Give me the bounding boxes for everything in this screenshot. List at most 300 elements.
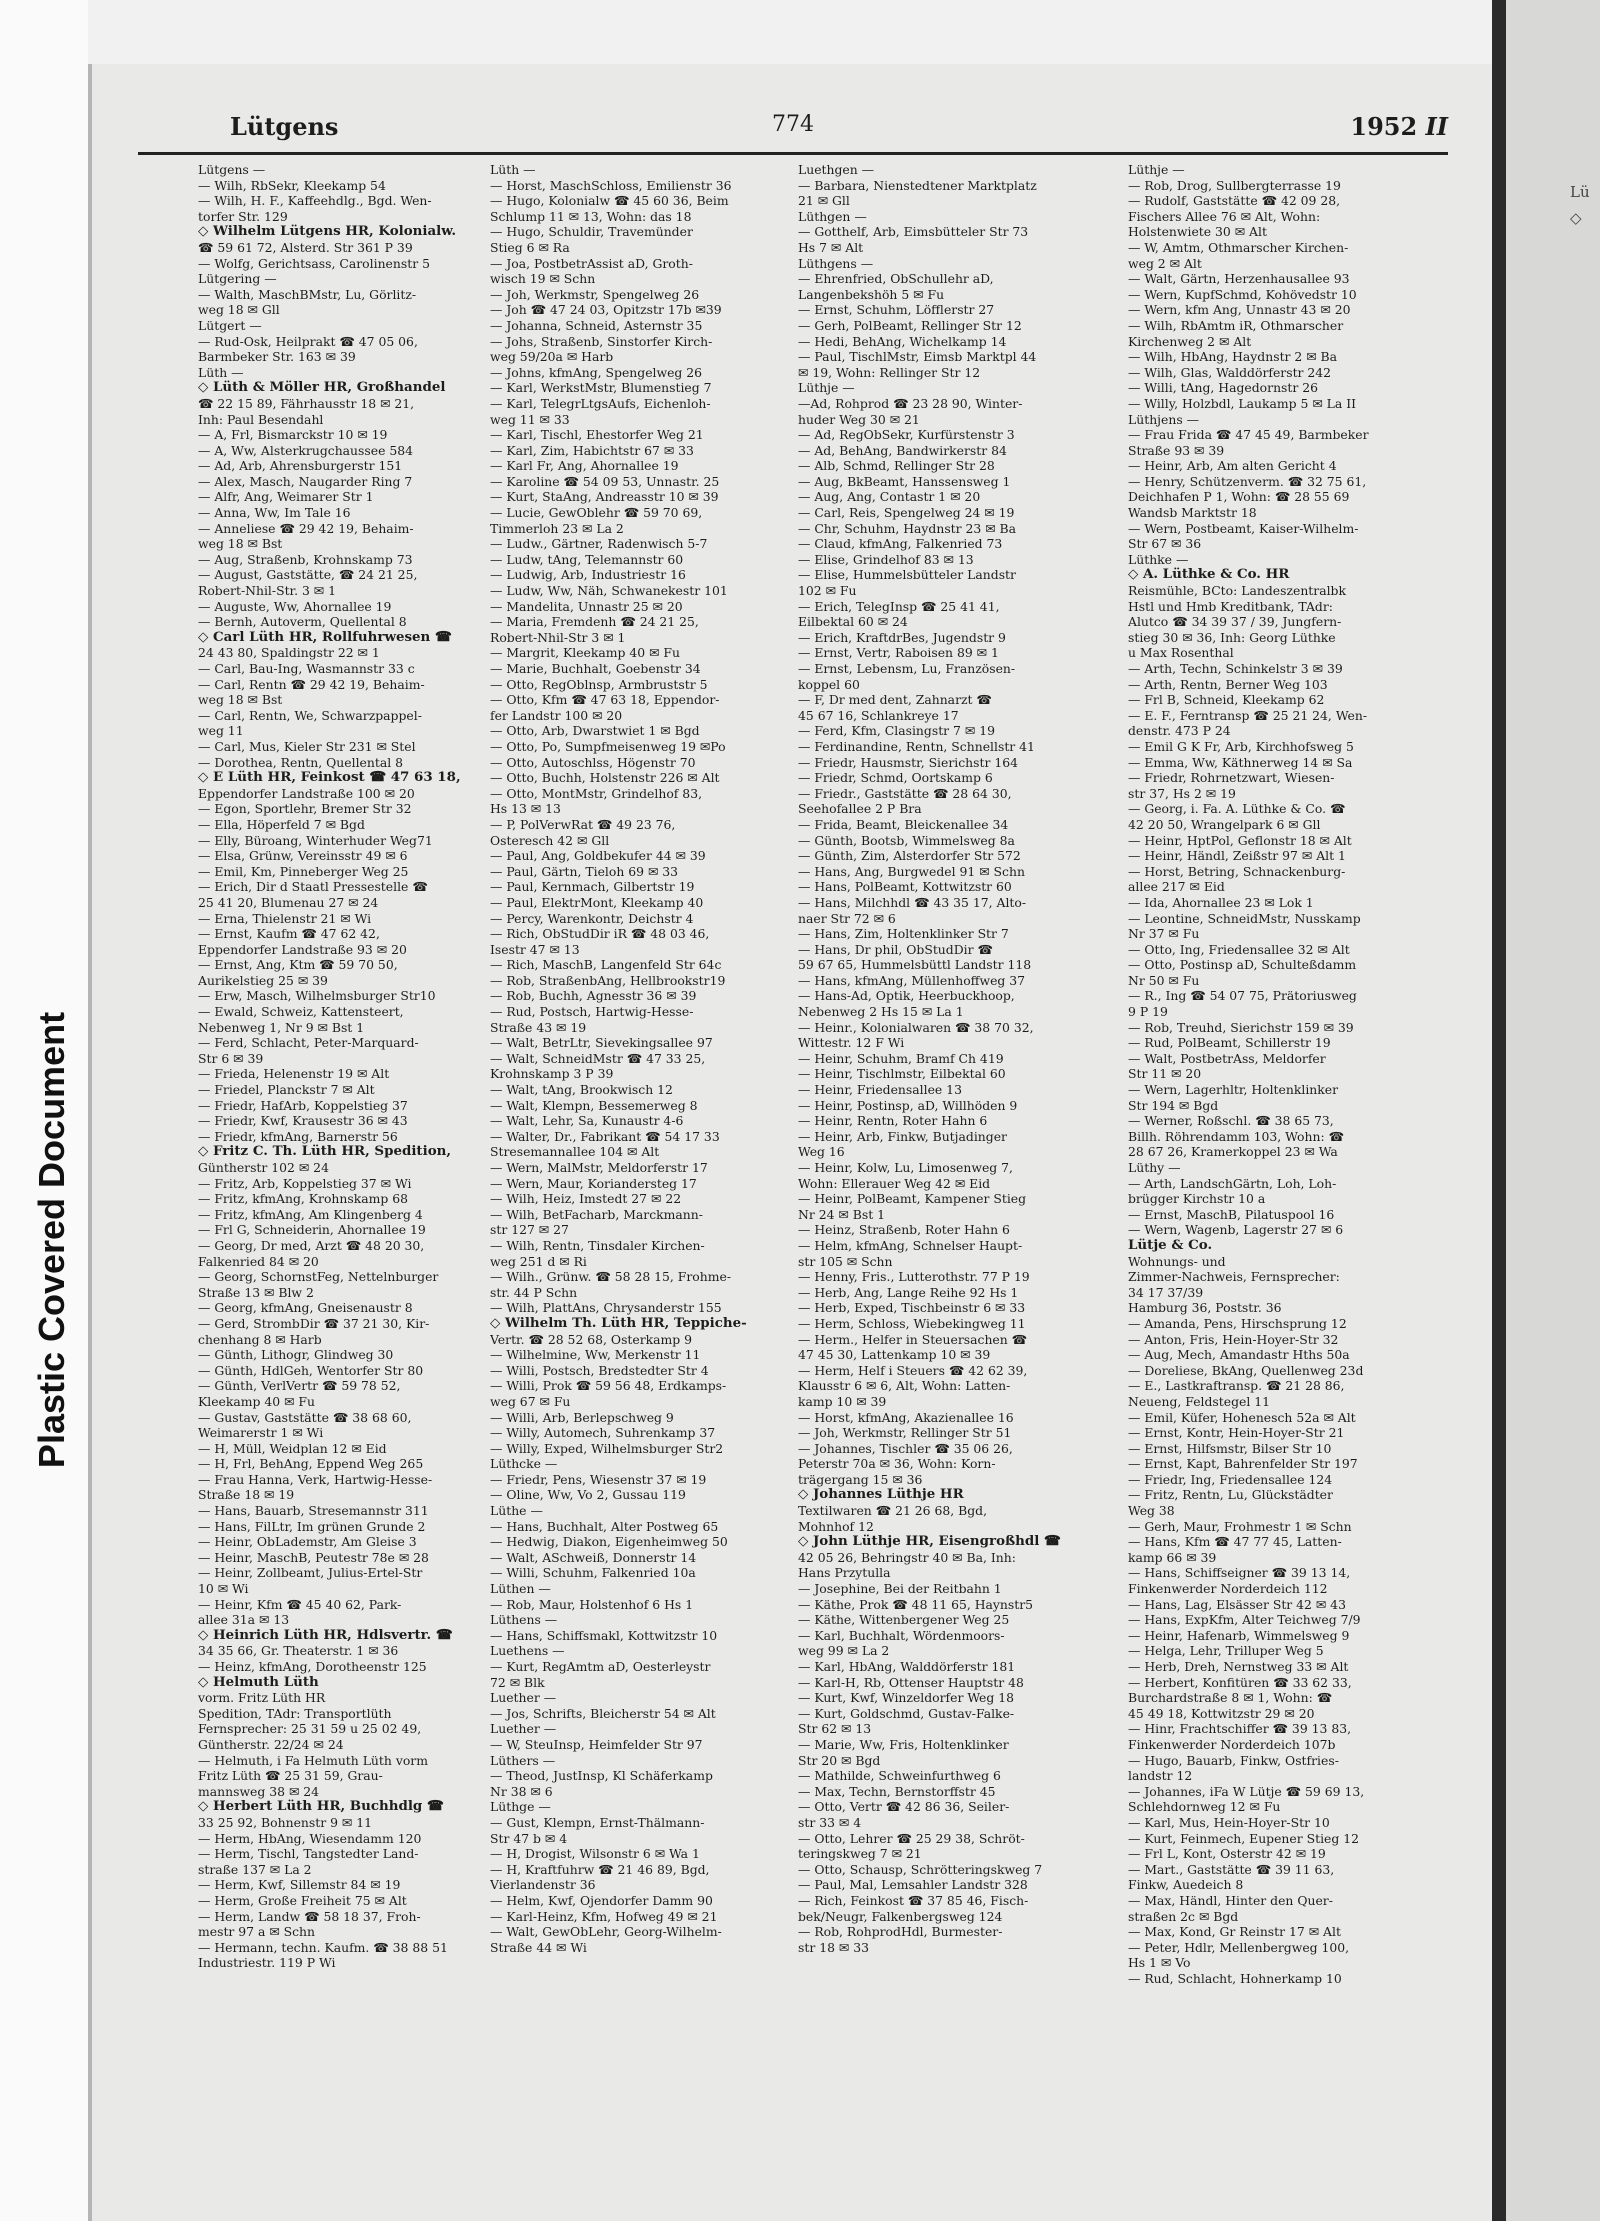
directory-entry-line: — Walt, Lehr, Sa, Kunaustr 4-6 <box>490 1113 684 1129</box>
directory-entry-line: — Aug, Mech, Amandastr Hths 50a <box>1128 1347 1350 1363</box>
directory-entry-line: 25 41 20, Blumenau 27 ✉ 24 <box>198 894 379 910</box>
directory-entry-line: — Hans, Schiffsmakl, Kottwitzstr 10 <box>490 1627 718 1643</box>
directory-entry-line: Krohnskamp 3 P 39 <box>490 1066 614 1082</box>
directory-entry-line: ✉ 19, Wohn: Rellinger Str 12 <box>798 364 981 380</box>
directory-entry-line: Seehofallee 2 P Bra <box>798 801 922 817</box>
directory-entry-line: Klausstr 6 ✉ 6, Alt, Wohn: Latten- <box>798 1378 1011 1394</box>
directory-entry-line: — Wilh, PlattAns, Chrysanderstr 155 <box>490 1300 722 1316</box>
directory-entry-line: allee 31a ✉ 13 <box>198 1612 290 1628</box>
directory-entry-line: Industriestr. 119 P Wi <box>198 1955 336 1971</box>
directory-entry-line: u Max Rosenthal <box>1128 645 1234 661</box>
directory-entry-line: Hamburg 36, Poststr. 36 <box>1128 1300 1282 1316</box>
directory-entry-line: — Erich, KraftdrBes, Jugendstr 9 <box>798 629 1006 645</box>
page-number: 774 <box>772 112 814 137</box>
directory-entry-line: Schlehdornweg 12 ✉ Fu <box>1128 1799 1281 1815</box>
directory-entry-line: — Elly, Büroang, Winterhuder Weg71 <box>198 832 433 848</box>
directory-entry-line: Straße 43 ✉ 19 <box>490 1019 587 1035</box>
directory-entry-line: Lüthens — <box>490 1612 558 1628</box>
directory-entry-line: — Heinr, Kolw, Lu, Limosenweg 7, <box>798 1160 1013 1175</box>
directory-entry-line: — Heinr, Postinsp, aD, Willhöden 9 <box>798 1097 1018 1113</box>
directory-entry-line: allee 217 ✉ Eid <box>1128 879 1225 895</box>
directory-entry-line: Lüthgens — <box>798 255 874 271</box>
directory-entry-line: — Elsa, Grünw, Vereinsstr 49 ✉ 6 <box>198 848 408 864</box>
directory-entry-line: — Karoline ☎ 54 09 53, Unnastr. 25 <box>490 473 720 489</box>
directory-entry-line: — Ella, Höperfeld 7 ✉ Bgd <box>198 816 365 832</box>
directory-entry-line: — Karl, Buchhalt, Wördenmoors- <box>798 1627 1005 1643</box>
right-page-edge <box>1492 0 1600 2221</box>
directory-entry-line: — Otto, Schausp, Schrötteringskweg 7 <box>798 1861 1043 1877</box>
directory-entry-line: — Joh ☎ 47 24 03, Opitzstr 17b ✉39 <box>490 302 722 318</box>
directory-entry-line: — Herb, Exped, Tischbeinstr 6 ✉ 33 <box>798 1300 1026 1316</box>
directory-entry-line: — Alfr, Ang, Weimarer Str 1 <box>198 489 374 505</box>
directory-entry-line: Stieg 6 ✉ Ra <box>490 239 570 255</box>
directory-entry-line: — Willy, Automech, Suhrenkamp 37 <box>490 1425 716 1441</box>
directory-entry-line: — Günth, Bootsb, Wimmelsweg 8a <box>798 832 1015 848</box>
directory-entry-line: mestr 97 a ✉ Schn <box>198 1924 316 1940</box>
directory-entry-line: weg 67 ✉ Fu <box>490 1393 571 1409</box>
directory-entry-line: — Anton, Fris, Hein-Hoyer-Str 32 <box>1128 1331 1339 1347</box>
directory-entry-line: — Otto, Ing, Friedensallee 32 ✉ Alt <box>1128 941 1350 957</box>
directory-entry-line: — Karl Fr, Ang, Ahornallee 19 <box>490 458 679 474</box>
directory-entry-line: — Hans, PolBeamt, Kottwitzstr 60 <box>798 879 1012 895</box>
directory-entry-line: 33 25 92, Bohnenstr 9 ✉ 11 <box>198 1814 373 1830</box>
directory-entry-line: — Arth, Techn, Schinkelstr 3 ✉ 39 <box>1128 661 1343 676</box>
directory-entry-line: — Otto, Autoschlss, Högenstr 70 <box>490 754 696 770</box>
directory-entry-line: — Mart., Gaststätte ☎ 39 11 63, <box>1128 1861 1335 1877</box>
directory-entry-line: — Aug, Ang, Contastr 1 ✉ 20 <box>798 489 981 505</box>
directory-entry-line: Wittestr. 12 F Wi <box>798 1035 905 1051</box>
directory-entry-line: — Georg, kfmAng, Gneisenaustr 8 <box>198 1300 413 1316</box>
header-year <box>1350 112 1448 141</box>
directory-entry-line: — Joh, Werkmstr, Spengelweg 26 <box>490 286 700 302</box>
directory-entry-line: — Hans, Zim, Holtenklinker Str 7 <box>798 926 1009 942</box>
directory-entry-line: — Walt, GewObLehr, Georg-Wilhelm- <box>490 1924 722 1940</box>
directory-entry-line: Finkenwerder Norderdeich 112 <box>1128 1581 1328 1597</box>
directory-entry-line: — Hinr, Frachtschiffer ☎ 39 13 83, <box>1128 1721 1352 1737</box>
directory-entry-line: — Johannes, Tischler ☎ 35 06 26, <box>798 1440 1013 1456</box>
directory-entry-line: Lütgens — <box>198 162 266 177</box>
directory-entry-line: Robert-Nhil-Str. 3 ✉ 1 <box>198 583 337 599</box>
directory-entry-line: Straße 13 ✉ Blw 2 <box>198 1284 314 1300</box>
directory-entry-line: — Friedr, HafArb, Koppelstieg 37 <box>198 1097 408 1113</box>
directory-entry-line: — Ernst, Kapt, Bahrenfelder Str 197 <box>1128 1456 1358 1472</box>
directory-entry-line: — H, Frl, BehAng, Eppend Weg 265 <box>198 1456 424 1472</box>
directory-entry-line: — Otto, RegOblnsp, Armbruststr 5 <box>490 676 708 692</box>
directory-entry-line: stieg 30 ✉ 36, Inh: Georg Lüthke <box>1128 629 1336 645</box>
directory-entry-line: — Werner, Roßschl. ☎ 38 65 73, <box>1128 1113 1334 1129</box>
directory-entry-line: — Heinr, Arb, Finkw, Butjadinger <box>798 1128 1007 1144</box>
directory-entry-line: — Herbert, Konfitüren ☎ 33 62 33, <box>1128 1674 1352 1690</box>
directory-entry-line: — Ludwig, Arb, Industriestr 16 <box>490 567 686 583</box>
directory-entry-line: weg 2 ✉ Alt <box>1128 255 1202 271</box>
directory-entry-line: Weg 16 <box>798 1144 845 1160</box>
directory-entry-line: — Herm, Kwf, Sillemstr 84 ✉ 19 <box>198 1877 401 1893</box>
directory-entry-line: — Barbara, Nienstedtener Marktplatz <box>798 177 1037 193</box>
directory-entry-line: Hs 13 ✉ 13 <box>490 801 561 817</box>
directory-entry-line: str. 44 P Schn <box>490 1284 578 1300</box>
directory-entry-line: Hs 1 ✉ Vo <box>1128 1955 1191 1971</box>
directory-entry-line: str 127 ✉ 27 <box>490 1222 569 1238</box>
directory-entry-line: — Rich, ObStudDir iR ☎ 48 03 46, <box>490 926 710 942</box>
directory-entry-line: — Frau Frida ☎ 47 45 49, Barmbeker <box>1128 427 1369 443</box>
directory-entry-line: — Wilhelmine, Ww, Merkenstr 11 <box>490 1347 701 1363</box>
directory-entry-line: ◇ E Lüth HR, Feinkost ☎ 47 63 18, <box>198 770 461 786</box>
directory-entry-line: — Rud, Schlacht, Hohnerkamp 10 <box>1128 1970 1342 1986</box>
header-name: Lütgens <box>230 112 339 141</box>
directory-entry-line: vorm. Fritz Lüth HR <box>198 1690 326 1706</box>
right-margin-line: ◇ <box>1570 208 1582 227</box>
directory-entry-line: — Fritz, kfmAng, Am Klingenberg 4 <box>198 1206 423 1222</box>
directory-entry-line: Timmerloh 23 ✉ La 2 <box>490 520 624 536</box>
directory-entry-line: — Amanda, Pens, Hirschsprung 12 <box>1128 1315 1347 1331</box>
directory-entry-line: torfer Str. 129 <box>198 208 288 224</box>
directory-entry-line: — Oline, Ww, Vo 2, Gussau 119 <box>490 1487 686 1503</box>
directory-entry-line: — Carl, Reis, Spengelweg 24 ✉ 19 <box>798 505 1015 521</box>
left-margin-band <box>0 0 88 2221</box>
directory-entry-line: — Henny, Fris., Lutterothstr. 77 P 19 <box>798 1269 1030 1285</box>
directory-entry-line: Fischers Allee 76 ✉ Alt, Wohn: <box>1128 208 1321 224</box>
directory-entry-line: — Herm, Schloss, Wiebekingweg 11 <box>798 1315 1026 1331</box>
directory-entry-line: str 105 ✉ Schn <box>798 1253 893 1269</box>
directory-entry-line: — Doreliese, BkAng, Quellenweg 23d <box>1128 1362 1364 1378</box>
directory-entry-line: — Wern, kfm Ang, Unnastr 43 ✉ 20 <box>1128 302 1351 318</box>
directory-entry-line: — Otto, Arb, Dwarstwiet 1 ✉ Bgd <box>490 723 700 739</box>
directory-entry-line: Vertr. ☎ 28 52 68, Osterkamp 9 <box>490 1331 693 1347</box>
directory-entry-line: — Ehrenfried, ObSchullehr aD, <box>798 271 994 287</box>
directory-entry-line: Str 194 ✉ Bgd <box>1128 1097 1219 1113</box>
directory-entry-line: — E., Lastkraftransp. ☎ 21 28 86, <box>1128 1378 1345 1394</box>
directory-entry-line: — Hedi, BehAng, Wichelkamp 14 <box>798 333 1007 349</box>
directory-entry-line: denstr. 473 P 24 <box>1128 723 1231 739</box>
directory-entry-line: Nr 24 ✉ Bst 1 <box>798 1206 885 1222</box>
directory-entry-line: — Margrit, Kleekamp 40 ✉ Fu <box>490 645 681 661</box>
directory-entry-line: Str 62 ✉ 13 <box>798 1721 872 1737</box>
directory-entry-line: — Karl, WerkstMstr, Blumenstieg 7 <box>490 380 712 396</box>
directory-entry-line: Robert-Nhil-Str 3 ✉ 1 <box>490 629 626 645</box>
directory-entry-line: — Heinr, ObLademstr, Am Gleise 3 <box>198 1534 417 1550</box>
directory-entry-line: — Ferd, Kfm, Clasingstr 7 ✉ 19 <box>798 723 995 739</box>
directory-entry-line: — Maria, Fremdenh ☎ 24 21 25, <box>490 614 699 630</box>
directory-entry-line: — Friedr, Kwf, Krausestr 36 ✉ 43 <box>198 1113 408 1129</box>
directory-entry-line: — Karl, Tischl, Ehestorfer Weg 21 <box>490 427 704 443</box>
directory-entry-line: — Erna, Thielenstr 21 ✉ Wi <box>198 910 372 926</box>
directory-entry-line: Reismühle, BCto: Landeszentralbk <box>1128 583 1346 599</box>
directory-column-4 <box>1128 162 1430 1986</box>
directory-entry-line: — Ernst, Lebensm, Lu, Französen- <box>798 661 1016 676</box>
directory-entry-line: Eppendorfer Landstraße 93 ✉ 20 <box>198 941 407 957</box>
directory-entry-line: — Friedr, Pens, Wiesenstr 37 ✉ 19 <box>490 1471 707 1487</box>
directory-entry-line: 102 ✉ Fu <box>798 583 857 599</box>
binding-shadow <box>1492 0 1506 2221</box>
directory-entry-line: ◇ Wilhelm Th. Lüth HR, Teppiche- <box>490 1315 747 1331</box>
directory-entry-line: Finkw, Auedeich 8 <box>1128 1877 1244 1893</box>
directory-entry-line: — Emil, Küfer, Hohenesch 52a ✉ Alt <box>1128 1409 1356 1425</box>
directory-entry-line: — Emil, Km, Pinneberger Weg 25 <box>198 863 409 879</box>
directory-entry-line: Lüthy — <box>1128 1160 1181 1175</box>
directory-entry-line: — Friedr, Schmd, Oortskamp 6 <box>798 770 993 786</box>
directory-entry-line: 9 P 19 <box>1128 1004 1168 1020</box>
directory-entry-line: Straße 18 ✉ 19 <box>198 1487 295 1503</box>
directory-entry-line: Holstenwiete 30 ✉ Alt <box>1128 224 1267 240</box>
directory-entry-line: — Hugo, Bauarb, Finkw, Ostfries- <box>1128 1752 1339 1768</box>
directory-entry-line: — Horst, MaschSchloss, Emilienstr 36 <box>490 177 732 193</box>
directory-entry-line: — Walt, tAng, Brookwisch 12 <box>490 1082 673 1098</box>
directory-entry-line: — Aug, BkBeamt, Hanssensweg 1 <box>798 473 1011 489</box>
directory-entry-line: — Herm, Landw ☎ 58 18 37, Froh- <box>198 1908 421 1924</box>
directory-entry-line: huder Weg 30 ✉ 21 <box>798 411 920 427</box>
directory-entry-line: Straße 93 ✉ 39 <box>1128 442 1225 458</box>
directory-entry-line: wisch 19 ✉ Schn <box>490 271 596 287</box>
directory-entry-line: — Gerh, PolBeamt, Rellinger Str 12 <box>798 317 1022 333</box>
directory-entry-line: — Karl-Heinz, Kfm, Hofweg 49 ✉ 21 <box>490 1908 718 1924</box>
directory-entry-line: Lüthge — <box>490 1799 551 1815</box>
directory-entry-line: Schlump 11 ✉ 13, Wohn: das 18 <box>490 208 692 224</box>
directory-entry-line: — Wilh, BetFacharb, Marckmann- <box>490 1206 703 1222</box>
directory-entry-line: — Hans, Dr phil, ObStudDir ☎ <box>798 941 993 957</box>
directory-entry-line: — Walt, SchneidMstr ☎ 47 33 25, <box>490 1050 706 1066</box>
directory-entry-line: Inh: Paul Besendahl <box>198 411 324 427</box>
directory-entry-line: Nr 38 ✉ 6 <box>490 1783 553 1799</box>
directory-entry-line: Str 20 ✉ Bgd <box>798 1752 881 1768</box>
directory-entry-line: — Mathilde, Schweinfurthweg 6 <box>798 1768 1001 1784</box>
directory-entry-line: ◇ Carl Lüth HR, Rollfuhrwesen ☎ <box>198 629 452 645</box>
directory-entry-line: — Willy, Holzbdl, Laukamp 5 ✉ La II <box>1128 395 1357 411</box>
directory-entry-line: 59 67 65, Hummelsbüttl Landstr 118 <box>798 957 1032 973</box>
directory-entry-line: — Ida, Ahornallee 23 ✉ Lok 1 <box>1128 894 1314 910</box>
directory-entry-line: — Kurt, Kwf, Winzeldorfer Weg 18 <box>798 1690 1015 1706</box>
directory-entry-line: — Joh, Werkmstr, Rellinger Str 51 <box>798 1425 1012 1441</box>
directory-column-1 <box>198 162 500 1971</box>
directory-entry-line: — Bernh, Autoverm, Quellental 8 <box>198 614 407 630</box>
directory-entry-line: naer Str 72 ✉ 6 <box>798 910 896 926</box>
directory-entry-line: Güntherstr. 22/24 ✉ 24 <box>198 1736 344 1752</box>
directory-entry-line: — Gotthelf, Arb, Eimsbütteler Str 73 <box>798 224 1029 240</box>
directory-entry-line: Wohnungs- und <box>1128 1253 1226 1269</box>
directory-entry-line: Luethens — <box>490 1643 565 1659</box>
directory-entry-line: — Elise, Hummelsbütteler Landstr <box>798 567 1016 583</box>
directory-entry-line: Neueng, Feldstegel 11 <box>1128 1393 1271 1409</box>
directory-entry-line: Lüthjens — <box>1128 411 1200 427</box>
directory-entry-line: — Theod, JustInsp, Kl Schäferkamp <box>490 1768 713 1784</box>
directory-entry-line: Lüthcke — <box>490 1456 558 1472</box>
directory-entry-line: Lüthgen — <box>798 208 867 224</box>
directory-entry-line: Lüth — <box>198 364 244 380</box>
directory-entry-line: — Erich, Dir d Staatl Pressestelle ☎ <box>198 879 428 895</box>
directory-entry-line: — Paul, TischlMstr, Eimsb Marktpl 44 <box>798 349 1037 365</box>
directory-entry-line: Lüthe — <box>490 1503 543 1519</box>
directory-entry-line: — Marie, Ww, Fris, Holtenklinker <box>798 1736 1009 1752</box>
directory-entry-line: — Willi, Arb, Berlepschweg 9 <box>490 1409 674 1425</box>
directory-entry-line: — Hugo, Kolonialw ☎ 45 60 36, Beim <box>490 193 729 209</box>
directory-entry-line: — Elise, Grindelhof 83 ✉ 13 <box>798 551 974 567</box>
directory-entry-line: — Johns, kfmAng, Spengelweg 26 <box>490 364 703 380</box>
directory-entry-line: — Friedr, kfmAng, Barnerstr 56 <box>198 1128 398 1144</box>
directory-entry-line: — Johanna, Schneid, Asternstr 35 <box>490 317 703 333</box>
directory-entry-line: — Heinr, Händl, Zeißstr 97 ✉ Alt 1 <box>1128 848 1346 864</box>
directory-entry-line: — Carl, Rentn ☎ 29 42 19, Behaim- <box>198 676 425 692</box>
right-margin-fragment <box>1570 180 1590 231</box>
directory-entry-line: Langenbekshöh 5 ✉ Fu <box>798 286 945 302</box>
directory-entry-line: ☎ 59 61 72, Alsterd. Str 361 P 39 <box>198 239 413 255</box>
directory-entry-line: — Heinr., Kolonialwaren ☎ 38 70 32, <box>798 1019 1034 1035</box>
directory-entry-line: — Arth, LandschGärtn, Loh, Loh- <box>1128 1175 1337 1191</box>
directory-entry-line: — Joa, PostbetrAssist aD, Groth- <box>490 255 693 271</box>
directory-entry-line: — Ad, RegObSekr, Kurfürstenstr 3 <box>798 427 1015 443</box>
directory-entry-line: Luethgen — <box>798 162 875 177</box>
directory-entry-line: Fernsprecher: 25 31 59 u 25 02 49, <box>198 1721 422 1737</box>
directory-entry-line: — Lucie, GewOblehr ☎ 59 70 69, <box>490 505 703 521</box>
directory-entry-line: ◇ A. Lüthke & Co. HR <box>1128 567 1290 583</box>
directory-entry-line: weg 59/20a ✉ Harb <box>490 349 614 365</box>
directory-entry-line: — Rob, Maur, Holstenhof 6 Hs 1 <box>490 1596 694 1612</box>
directory-entry-line: Mohnhof 12 <box>798 1518 874 1534</box>
directory-entry-line: weg 11 <box>198 723 244 739</box>
directory-entry-line: Lütje & Co. <box>1128 1237 1213 1253</box>
directory-entry-line: Finkenwerder Norderdeich 107b <box>1128 1736 1336 1752</box>
directory-entry-line: Lütgering — <box>198 271 277 287</box>
directory-entry-line: 72 ✉ Blk <box>490 1674 545 1690</box>
directory-entry-line: — Paul, Kernmach, Gilbertstr 19 <box>490 879 695 895</box>
directory-entry-line: Weimarerstr 1 ✉ Wi <box>198 1425 324 1441</box>
directory-entry-line: ◇ John Lüthje HR, Eisengroßhdl ☎ <box>798 1534 1061 1550</box>
directory-entry-line: Nebenweg 2 Hs 15 ✉ La 1 <box>798 1004 964 1020</box>
directory-entry-line: — Wilh, Heiz, Imstedt 27 ✉ 22 <box>490 1191 682 1207</box>
directory-entry-line: — Heinr, Kfm ☎ 45 40 62, Park- <box>198 1596 402 1612</box>
directory-entry-line: Kirchenweg 2 ✉ Alt <box>1128 333 1252 349</box>
directory-entry-line: — Gerh, Maur, Frohmestr 1 ✉ Schn <box>1128 1518 1352 1534</box>
directory-entry-line: — Helmuth, i Fa Helmuth Lüth vorm <box>198 1752 428 1768</box>
directory-entry-line: — Ewald, Schweiz, Kattensteert, <box>198 1004 404 1020</box>
directory-entry-line: — Otto, Buchh, Holstenstr 226 ✉ Alt <box>490 770 720 786</box>
directory-entry-line: — Claud, kfmAng, Falkenried 73 <box>798 536 1003 552</box>
directory-entry-line: — Henry, Schützenverm. ☎ 32 75 61, <box>1128 473 1367 489</box>
directory-entry-line: — Walt, Gärtn, Herzenhausallee 93 <box>1128 271 1350 287</box>
directory-entry-line: 45 49 18, Kottwitzstr 29 ✉ 20 <box>1128 1705 1315 1721</box>
directory-entry-line: — Rob, RohprodHdl, Burmester- <box>798 1924 1003 1940</box>
directory-entry-line: — Carl, Mus, Kieler Str 231 ✉ Stel <box>198 738 416 754</box>
directory-entry-line: — Karl, TelegrLtgsAufs, Eichenloh- <box>490 395 711 411</box>
directory-entry-line: — Wern, Lagerhltr, Holtenklinker <box>1128 1082 1339 1098</box>
directory-entry-line: — Georg, i. Fa. A. Lüthke & Co. ☎ <box>1128 801 1346 817</box>
directory-entry-line: — Otto, Lehrer ☎ 25 29 38, Schröt- <box>798 1830 1025 1846</box>
directory-entry-line: — Gustav, Gaststätte ☎ 38 68 60, <box>198 1409 412 1425</box>
directory-entry-line: —Ad, Rohprod ☎ 23 28 90, Winter- <box>798 395 1023 411</box>
directory-entry-line: — Rich, Feinkost ☎ 37 85 46, Fisch- <box>798 1892 1029 1908</box>
directory-entry-line: — Frl B, Schneid, Kleekamp 62 <box>1128 692 1325 708</box>
directory-entry-line: — Willi, Prok ☎ 59 56 48, Erdkamps- <box>490 1378 727 1394</box>
directory-entry-line: — W, SteuInsp, Heimfelder Str 97 <box>490 1736 703 1752</box>
directory-entry-line: — Otto, MontMstr, Grindelhof 83, <box>490 785 703 801</box>
directory-entry-line: — Heinr, HptPol, Geflonstr 18 ✉ Alt <box>1128 832 1352 848</box>
directory-entry-line: 42 20 50, Wrangelpark 6 ✉ Gll <box>1128 816 1321 832</box>
directory-entry-line: — H, Müll, Weidplan 12 ✉ Eid <box>198 1440 387 1456</box>
directory-entry-line: Straße 44 ✉ Wi <box>490 1939 587 1955</box>
directory-entry-line: Nr 50 ✉ Fu <box>1128 972 1200 988</box>
directory-entry-line: — Anna, Ww, Im Tale 16 <box>198 505 351 521</box>
directory-entry-line: Lüthje — <box>1128 162 1185 177</box>
directory-entry-line: — Gust, Klempn, Ernst-Thälmann- <box>490 1814 705 1830</box>
directory-entry-line: — Heinr, Zollbeamt, Julius-Ertel-Str <box>198 1565 423 1581</box>
directory-entry-line: — Walt, Klempn, Bessemerweg 8 <box>490 1097 698 1113</box>
directory-entry-line: — Marie, Buchhalt, Goebenstr 34 <box>490 661 701 676</box>
directory-entry-line: — A, Frl, Bismarckstr 10 ✉ 19 <box>198 427 388 443</box>
directory-entry-line: str 37, Hs 2 ✉ 19 <box>1128 785 1236 801</box>
directory-entry-line: — Aug, Straßenb, Krohnskamp 73 <box>198 551 413 567</box>
directory-entry-line: — Alb, Schmd, Rellinger Str 28 <box>798 458 995 474</box>
directory-entry-line: Nebenweg 1, Nr 9 ✉ Bst 1 <box>198 1019 365 1035</box>
directory-entry-line: — Paul, ElektrMont, Kleekamp 40 <box>490 894 704 910</box>
directory-entry-line: — Hans, Schiffseigner ☎ 39 13 14, <box>1128 1565 1351 1581</box>
directory-entry-line: — Hans, kfmAng, Müllenhoffweg 37 <box>798 972 1026 988</box>
directory-entry-line: — Herb, Dreh, Nernstweg 33 ✉ Alt <box>1128 1659 1349 1674</box>
directory-entry-line: — Kurt, Goldschmd, Gustav-Falke- <box>798 1705 1015 1721</box>
directory-entry-line: kamp 66 ✉ 39 <box>1128 1549 1217 1565</box>
directory-entry-line: — Günth, VerlVertr ☎ 59 78 52, <box>198 1378 401 1394</box>
directory-entry-line: — Erw, Masch, Wilhelmsburger Str10 <box>198 988 436 1004</box>
directory-entry-line: str 18 ✉ 33 <box>798 1939 869 1955</box>
directory-entry-line: — Heinr, MaschB, Peutestr 78e ✉ 28 <box>198 1549 429 1565</box>
directory-entry-line: — Heinr, Arb, Am alten Gericht 4 <box>1128 458 1337 474</box>
directory-entry-line: — Günth, Zim, Alsterdorfer Str 572 <box>798 848 1021 864</box>
directory-entry-line: Eppendorfer Landstraße 100 ✉ 20 <box>198 785 415 801</box>
directory-entry-line: ☎ 22 15 89, Fährhausstr 18 ✉ 21, <box>198 395 415 411</box>
directory-entry-line: — Ernst, Schuhm, Löfflerstr 27 <box>798 302 995 318</box>
directory-entry-line: — Emma, Ww, Käthnerweg 14 ✉ Sa <box>1128 754 1353 770</box>
directory-entry-line: Str 47 b ✉ 4 <box>490 1830 568 1846</box>
directory-entry-line: Wohn: Ellerauer Weg 42 ✉ Eid <box>798 1175 991 1191</box>
directory-entry-line: — A, Ww, Alsterkrugchaussee 584 <box>198 442 414 458</box>
directory-entry-line: — Rob, Treuhd, Sierichstr 159 ✉ 39 <box>1128 1019 1354 1035</box>
directory-entry-line: ◇ Johannes Lüthje HR <box>798 1487 964 1503</box>
directory-entry-line: — R., Ing ☎ 54 07 75, Prätoriusweg <box>1128 988 1357 1004</box>
directory-entry-line: Zimmer-Nachweis, Fernsprecher: <box>1128 1269 1340 1285</box>
page-header <box>138 100 1448 155</box>
directory-entry-line: — Friedel, Planckstr 7 ✉ Alt <box>198 1082 375 1098</box>
directory-entry-line: — Fritz, kfmAng, Krohnskamp 68 <box>198 1191 409 1207</box>
directory-entry-line: — Walt, PostbetrAss, Meldorfer <box>1128 1050 1326 1066</box>
directory-entry-line: — Wilh, RbSekr, Kleekamp 54 <box>198 177 386 193</box>
directory-entry-line: — Fritz, Rentn, Lu, Glückstädter <box>1128 1487 1333 1503</box>
directory-entry-line: Aurikelstieg 25 ✉ 39 <box>198 972 328 988</box>
directory-entry-line: — Carl, Bau-Ing, Wasmannstr 33 c <box>198 661 415 676</box>
directory-entry-line: 34 17 37/39 <box>1128 1284 1204 1300</box>
directory-entry-line: — Rob, StraßenbAng, Hellbrookstr19 <box>490 972 726 988</box>
directory-entry-line: — Carl, Rentn, We, Schwarzpappel- <box>198 707 422 723</box>
directory-entry-line: — Hermann, techn. Kaufm. ☎ 38 88 51 <box>198 1939 448 1955</box>
directory-entry-line: — Hans, Bauarb, Stresemannstr 311 <box>198 1503 429 1519</box>
directory-entry-line: — Frau Hanna, Verk, Hartwig-Hesse- <box>198 1471 433 1487</box>
directory-entry-line: — Wilh, H. F., Kaffeehdlg., Bgd. Wen- <box>198 193 432 209</box>
directory-entry-line: Osteresch 42 ✉ Gll <box>490 832 610 848</box>
directory-entry-line: — Helm, kfmAng, Schnelser Haupt- <box>798 1237 1023 1253</box>
directory-entry-line: — Herm, Tischl, Tangstedter Land- <box>198 1846 419 1862</box>
directory-entry-line: fer Landstr 100 ✉ 20 <box>490 707 623 723</box>
directory-entry-line: — Horst, Betring, Schnackenburg- <box>1128 863 1346 879</box>
directory-entry-line: — P, PolVerwRat ☎ 49 23 76, <box>490 816 676 832</box>
directory-entry-line: — Arth, Rentn, Berner Weg 103 <box>1128 676 1328 692</box>
directory-entry-line: Weg 38 <box>1128 1503 1175 1519</box>
directory-entry-line: — Hans, Kfm ☎ 47 77 45, Latten- <box>1128 1534 1342 1550</box>
directory-entry-line: 42 05 26, Behringstr 40 ✉ Ba, Inh: <box>798 1549 1016 1565</box>
directory-entry-line: — Willi, Schuhm, Falkenried 10a <box>490 1565 696 1581</box>
directory-entry-line: Lütgert — <box>198 317 262 333</box>
directory-entry-line: weg 11 ✉ 33 <box>490 411 570 427</box>
directory-entry-line: — Alex, Masch, Naugarder Ring 7 <box>198 473 413 489</box>
directory-column-2 <box>490 162 792 1955</box>
directory-entry-line: — Friedr, Ing, Friedensallee 124 <box>1128 1471 1333 1487</box>
directory-entry-line: — Friedr, Rohrnetzwart, Wiesen- <box>1128 770 1335 786</box>
directory-entry-line: — Paul, Mal, Lemsahler Landstr 328 <box>798 1877 1028 1893</box>
